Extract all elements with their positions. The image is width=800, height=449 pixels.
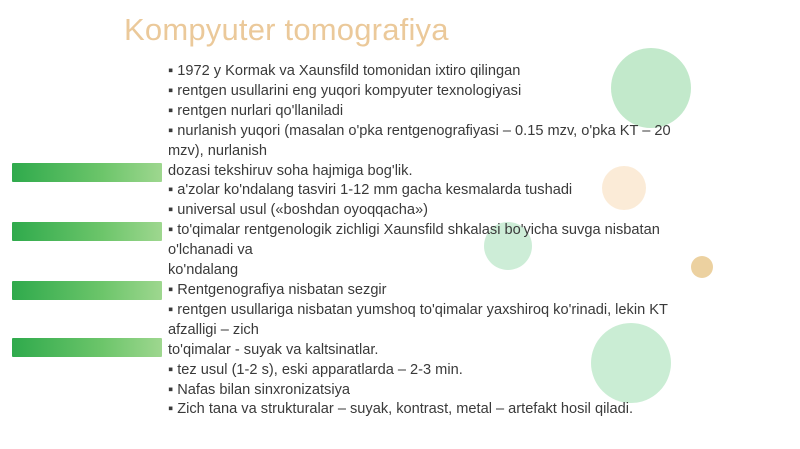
- slide-body: [168, 62, 768, 420]
- body-line: to'qimalar - suyak va kaltsinatlar.: [168, 341, 379, 358]
- body-line: ▪ Zich tana va strukturalar – suyak, kontrast, metal – artefakt hosil qiladi.: [168, 401, 634, 418]
- body-line: dozasi tekshiruv soha hajmiga bog'lik.: [168, 162, 413, 179]
- body-line: ▪ nurlanish yuqori (masalan o'pka rentgenografiyasi – 0.15 mzv, o'pka KT – 20: [168, 122, 671, 139]
- body-line: afzalligi – zich: [168, 321, 259, 338]
- slide-title: Kompyuter tomografiya: [124, 12, 449, 47]
- body-line: ▪ 1972 y Kormak va Xaunsfild tomonidan ixtiro qilingan: [168, 63, 521, 79]
- decor-bar-1: [12, 163, 162, 182]
- body-line: ▪ universal usul («boshdan oyoqqacha»): [168, 202, 428, 219]
- body-line: ▪ rentgen usullariga nisbatan yumshoq to'qimalar yaxshiroq ko'rinadi, lekin KT: [168, 301, 668, 318]
- decor-bar-3: [12, 281, 162, 300]
- body-line: ▪ Rentgenografiya nisbatan sezgir: [168, 281, 387, 298]
- body-line: ko'ndalang: [168, 262, 239, 279]
- body-line: mzv), nurlanish: [168, 142, 267, 159]
- body-line: ▪ rentgen nurlari qo'llaniladi: [168, 102, 344, 119]
- body-line: ▪ tez usul (1-2 s), eski apparatlarda – 2-3 min.: [168, 361, 463, 378]
- body-line: o'lchanadi va: [168, 242, 253, 259]
- body-line: ▪ Nafas bilan sinxronizatsiya: [168, 381, 351, 398]
- body-line: ▪ rentgen usullarini eng yuqori kompyuter texnologiyasi: [168, 82, 522, 99]
- decor-bar-2: [12, 222, 162, 241]
- body-line: ▪ to'qimalar rentgenologik zichligi Xaunsfild shkalasi bo'yicha suvga nisbatan: [168, 222, 660, 239]
- decor-bar-4: [12, 338, 162, 357]
- body-line: ▪ a'zolar ko'ndalang tasviri 1-12 mm gacha kesmalarda tushadi: [168, 182, 573, 199]
